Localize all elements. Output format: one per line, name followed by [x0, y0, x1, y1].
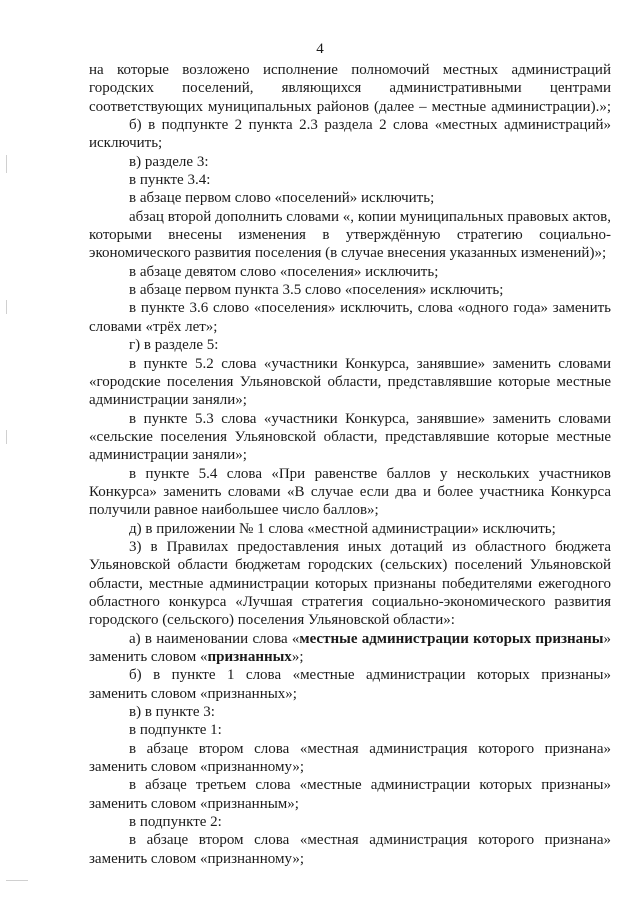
paragraph-point-5-4: в пункте 5.4 слова «При равенстве баллов у нескольких участников Конкурса» заменить словами «В случае если два и более участника Конкурса получили равное наибольшее число баллов»;: [89, 465, 611, 519]
paragraph-item-3: 3) в Правилах предоставления иных дотаций из областного бюджета Ульяновской области бюджетам городских (сельских) поселений Ульяновской области, местные администрации которых признаны победителями ежегодного областного конкурса «Лучшая стратегия социально-экономического развития городского (сельского) поселения Ульяновской области»:: [89, 538, 611, 629]
paragraph-subpoint-2: в подпункте 2:: [129, 814, 222, 831]
scan-margin-mark: [6, 155, 7, 173]
paragraph-item-b: б) в подпункте 2 пункта 2.3 раздела 2 слова «местных администраций» исключить;: [89, 117, 611, 152]
paragraph-item-a-bold: [89, 630, 611, 667]
paragraph-continuation: [89, 61, 611, 116]
paragraph-point-3-4: в пункте 3.4:: [129, 172, 211, 189]
text-run: а) в наименовании слова «: [129, 630, 300, 647]
paragraph-item-g: г) в разделе 5:: [129, 337, 219, 354]
paragraph-item-v: в) разделе 3:: [129, 153, 209, 170]
paragraph-abzac-third-1: в абзаце третьем слова «местные администрации которых признаны» заменить словом «признанным»;: [89, 777, 611, 812]
text-run: »;: [291, 649, 304, 665]
bold-phrase: местные администрации которых признаны: [299, 630, 604, 647]
scan-corner-mark: [6, 880, 28, 881]
paragraph-text: на которые возложено исполнение полномочий местных администраций городских поселений, являющихся административными центрами соответствующих муниципальных районов (далее – местные администрации).»;: [89, 62, 611, 115]
page-number: 4: [316, 41, 324, 57]
paragraph-item-b-2: б) в пункте 1 слова «местные администрации которых признаны» заменить словом «признанных»;: [89, 667, 611, 702]
bold-word: признанных: [207, 649, 292, 665]
paragraph-first-abzac: в абзаце первом слово «поселений» исключить;: [129, 190, 435, 207]
paragraph-subpoint-1: в подпункте 1:: [129, 722, 222, 739]
paragraph-item-v-2: в) в пункте 3:: [129, 704, 215, 721]
paragraph-abzac-second-2: в абзаце втором слова «местная администрация которого признана» заменить словом «признанному»;: [89, 832, 611, 867]
paragraph-point-3-5: в абзаце первом пункта 3.5 слово «поселения» исключить;: [129, 282, 504, 299]
paragraph-ninth-abzac: в абзаце девятом слово «поселения» исключить;: [129, 263, 439, 280]
paragraph-second-abzac: абзац второй дополнить словами «, копии муниципальных правовых актов, которыми внесены изменения в утверждённую стратегию социально-экономического развития поселения (в случае внесения указанных изменений)»;: [89, 208, 611, 262]
document-body: [89, 61, 611, 868]
text-run: » заменить словом «: [89, 630, 612, 665]
paragraph-point-5-2: в пункте 5.2 слова «участники Конкурса, занявшие» заменить словами «городские поселения Ульяновской области, представлявшие которые местные администрации заняли»;: [89, 355, 611, 409]
scan-margin-mark: [6, 430, 7, 444]
paragraph-item-d: д) в приложении № 1 слова «местной администрации» исключить;: [129, 520, 556, 537]
scan-margin-mark: [6, 300, 7, 314]
paragraph-point-5-3: в пункте 5.3 слова «участники Конкурса, занявшие» заменить словами «сельские поселения Ульяновской области, представлявшие которые местные администрации заняли»;: [89, 410, 611, 464]
paragraph-point-3-6: в пункте 3.6 слово «поселения» исключить, слова «одного года» заменить словами «трёх лет»;: [89, 300, 611, 335]
paragraph-abzac-second-1: в абзаце втором слова «местная администрация которого признана» заменить словом «признанному»;: [89, 740, 611, 776]
